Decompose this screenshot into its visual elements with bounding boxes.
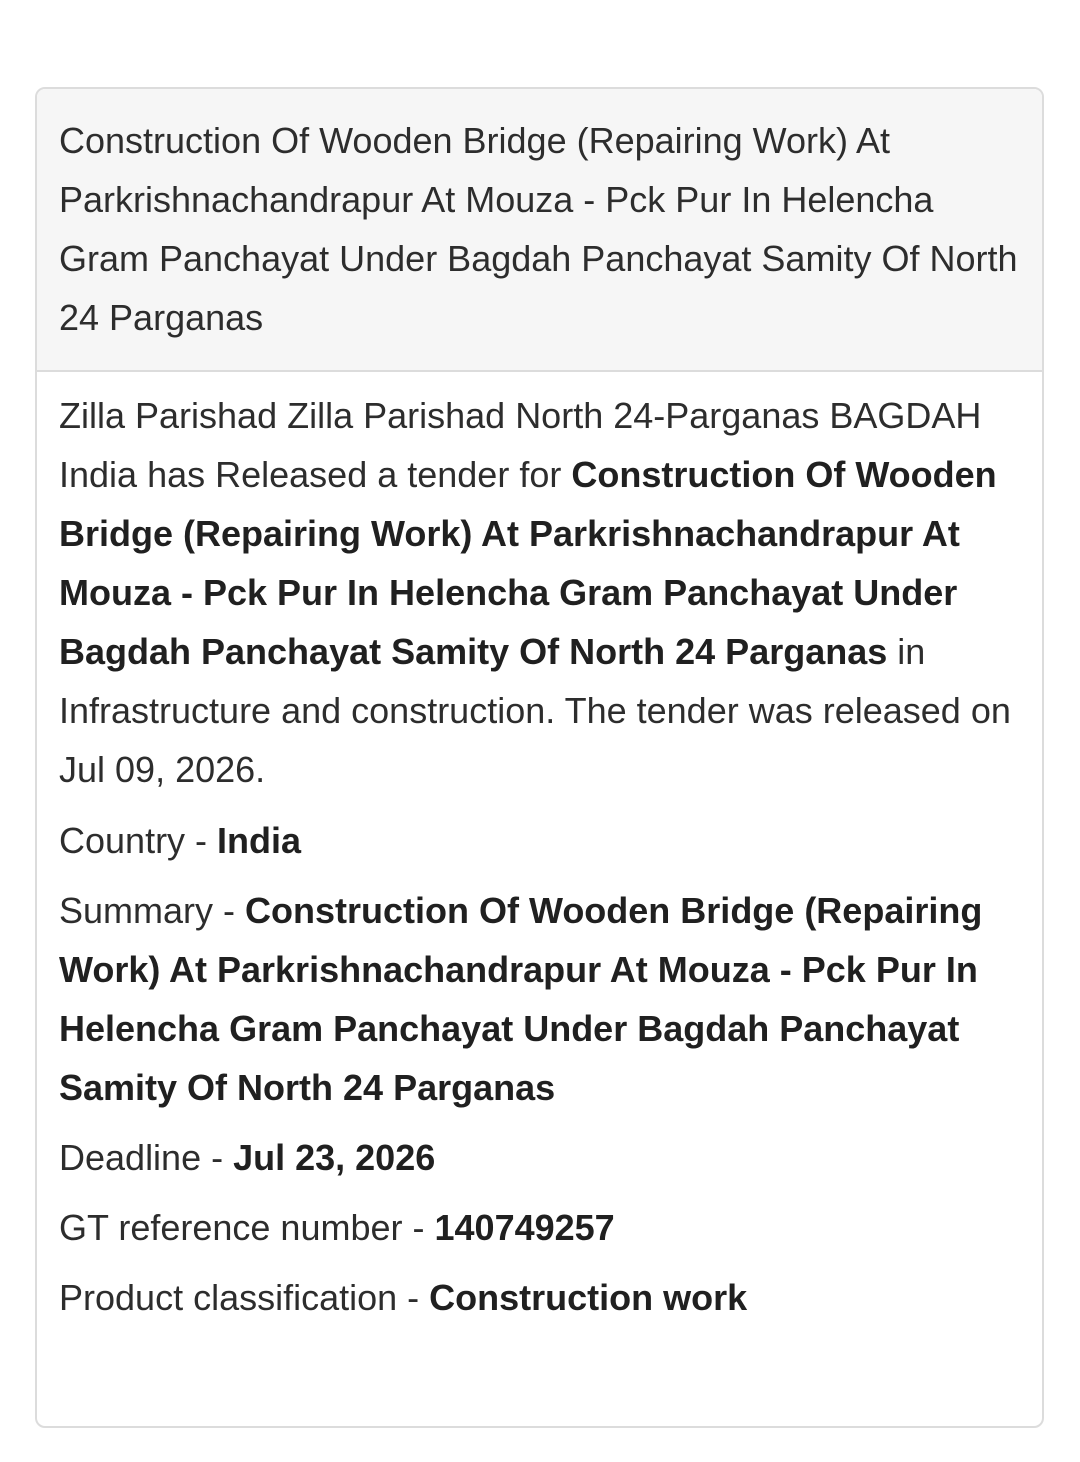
description-intro: Zilla Parishad Zilla Parishad North 24-Parganas BAGDAH India has Released a tender for — [59, 395, 982, 495]
gt-reference-label: GT reference number - — [59, 1207, 435, 1248]
country-value: India — [217, 820, 302, 861]
country-row — [59, 811, 1020, 870]
tender-card — [35, 87, 1044, 1428]
deadline-row — [59, 1128, 1020, 1187]
deadline-value: Jul 23, 2026 — [233, 1137, 436, 1178]
tender-body — [37, 372, 1042, 1327]
summary-row — [59, 881, 1020, 1117]
tender-description — [59, 386, 1020, 799]
deadline-label: Deadline - — [59, 1137, 234, 1178]
summary-label: Summary - — [59, 890, 246, 931]
description-rest: in Infrastructure and construction. The tender was released on Jul 09, 2026. — [59, 631, 1011, 790]
country-label: Country - — [59, 820, 218, 861]
classification-row — [59, 1268, 1020, 1327]
tender-title: Construction Of Wooden Bridge (Repairing Work) At Parkrishnachandrapur At Mouza - Pck Pur In Helencha Gram Panchayat Under Bagdah Panchayat Samity Of North 24 Parganas — [37, 89, 1042, 372]
summary-value: Construction Of Wooden Bridge (Repairing Work) At Parkrishnachandrapur At Mouza - Pck Pur In Helencha Gram Panchayat Under Bagdah Panchayat Samity Of North 24 Parganas — [59, 890, 983, 1108]
classification-label: Product classification - — [59, 1277, 430, 1318]
gt-reference-value: 140749257 — [434, 1207, 615, 1248]
classification-value: Construction work — [429, 1277, 748, 1318]
description-title: Construction Of Wooden Bridge (Repairing Work) At Parkrishnachandrapur At Mouza - Pck Pur In Helencha Gram Panchayat Under Bagdah Panchayat Samity Of North 24 Parganas — [59, 454, 997, 672]
gt-reference-row — [59, 1198, 1020, 1257]
